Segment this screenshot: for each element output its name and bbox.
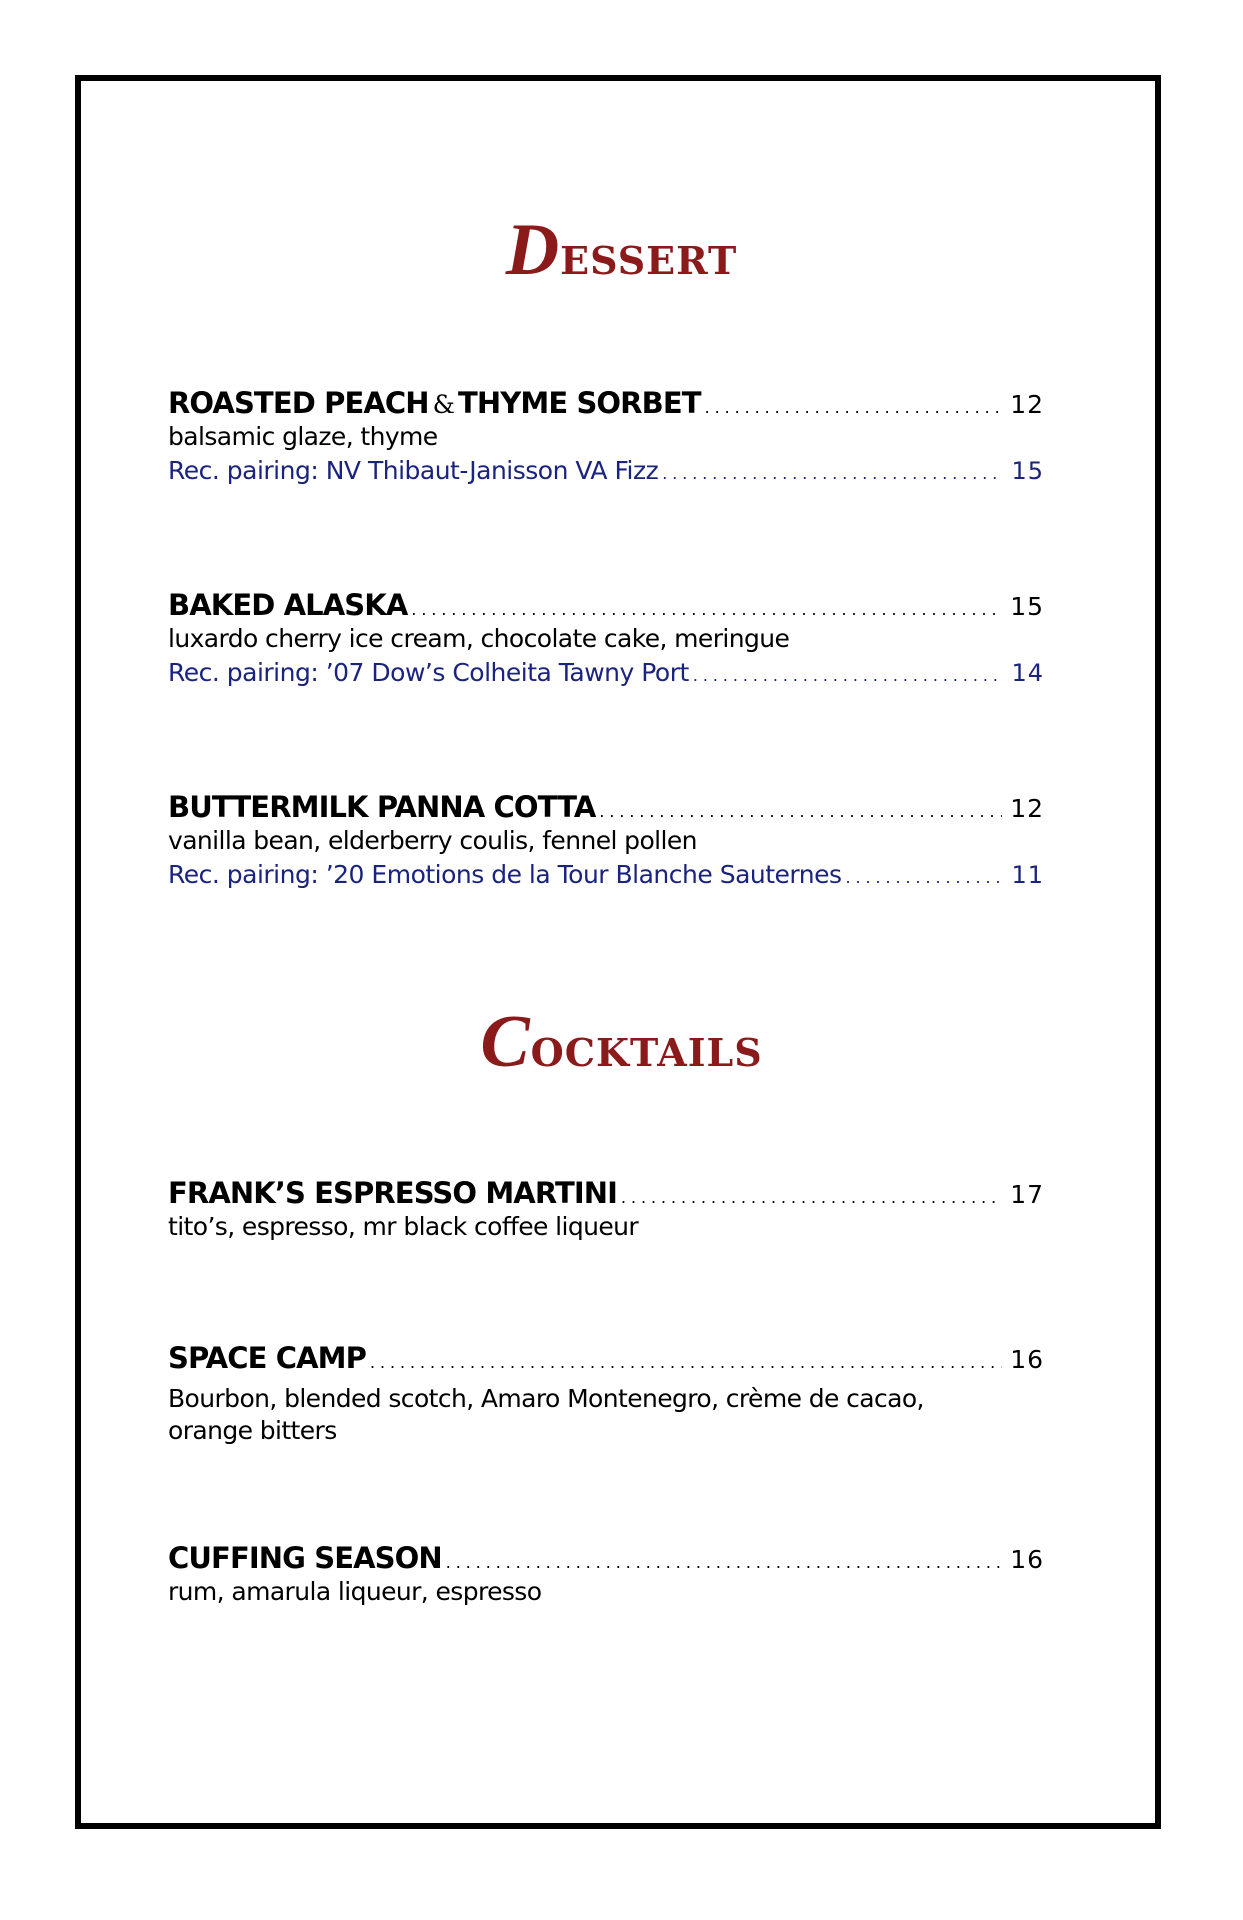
dessert-item-baked-alaska	[168, 588, 1044, 687]
dessert-title-rest: essert	[560, 223, 738, 287]
item-description: tito’s, espresso, mr black coffee liqueur	[168, 1212, 639, 1241]
pairing-label: Rec. pairing: ’20 Emotions de la Tour Blanche Sauternes	[168, 860, 842, 889]
item-price: 16	[1010, 1345, 1044, 1374]
pairing-price: 15	[1011, 457, 1044, 485]
dessert-item-panna-cotta	[168, 790, 1044, 889]
cocktail-item-espresso-martini	[168, 1176, 1044, 1243]
pairing-price: 14	[1011, 659, 1044, 687]
wine-pairing	[168, 456, 1044, 485]
item-price: 16	[1010, 1545, 1044, 1574]
pairing-label: Rec. pairing: ’07 Dow’s Colheita Tawny Port	[168, 658, 689, 687]
pairing-label: Rec. pairing: NV Thibaut-Janisson VA Fizz	[168, 456, 659, 485]
ampersand: &	[432, 390, 455, 419]
item-description: luxardo cherry ice cream, chocolate cake, meringue	[168, 624, 790, 653]
dot-leader	[621, 1187, 1002, 1208]
item-description: vanilla bean, elderberry coulis, fennel pollen	[168, 826, 697, 855]
item-name: CUFFING SEASON	[168, 1541, 442, 1575]
cocktails-section-title	[0, 1000, 1243, 1085]
cocktail-item-space-camp	[168, 1341, 1044, 1447]
item-description: rum, amarula liqueur, espresso	[168, 1577, 542, 1606]
item-name: SPACE CAMP	[168, 1341, 366, 1375]
item-name-part-2: THYME SORBET	[458, 386, 701, 420]
item-price: 17	[1010, 1180, 1044, 1209]
item-description: Bourbon, blended scotch, Amaro Montenegro, crème de cacao, orange bitters	[168, 1384, 924, 1445]
item-name-part-1: ROASTED PEACH	[168, 386, 429, 420]
wine-pairing	[168, 658, 1044, 687]
wine-pairing	[168, 860, 1044, 889]
item-name	[168, 386, 701, 420]
dot-leader	[411, 599, 1002, 620]
cocktail-item-cuffing-season	[168, 1541, 1044, 1608]
cocktails-title-initial: C	[480, 1001, 531, 1083]
dot-leader	[599, 801, 1002, 822]
item-price: 12	[1010, 390, 1044, 419]
item-name: BAKED ALASKA	[168, 588, 408, 622]
item-name: BUTTERMILK PANNA COTTA	[168, 790, 596, 824]
dessert-title-initial: D	[505, 209, 561, 291]
dot-leader	[370, 1352, 1002, 1373]
dot-leader	[446, 1552, 1002, 1573]
dessert-section-title	[0, 208, 1243, 293]
dot-leader	[846, 867, 1004, 888]
item-description: balsamic glaze, thyme	[168, 422, 438, 451]
item-price: 12	[1010, 794, 1044, 823]
dessert-item-roasted-peach	[168, 386, 1044, 485]
pairing-price: 11	[1011, 861, 1044, 889]
dot-leader	[662, 463, 1003, 484]
dot-leader	[693, 665, 1004, 686]
item-price: 15	[1010, 592, 1044, 621]
dot-leader	[705, 397, 1003, 418]
cocktails-title-rest: ocktails	[530, 1015, 763, 1079]
item-name: FRANK’S ESPRESSO MARTINI	[168, 1176, 617, 1210]
